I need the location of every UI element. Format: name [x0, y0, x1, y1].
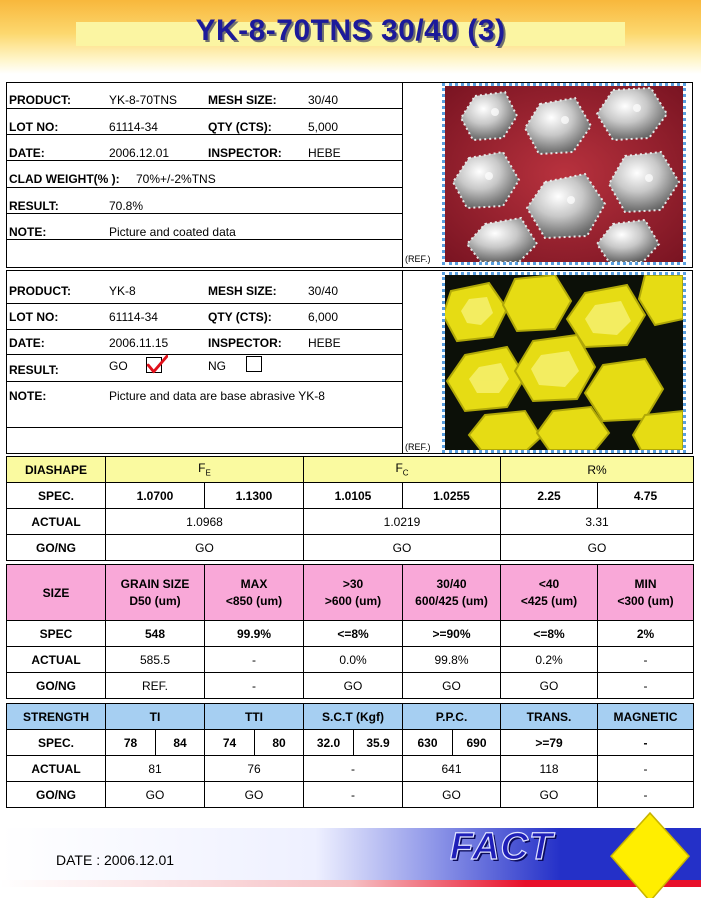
row-label: ACTUAL [7, 509, 106, 535]
actual-cell: 3.31 [501, 509, 694, 535]
gong-cell: GO [205, 782, 304, 808]
gong-cell: GO [304, 535, 501, 561]
diashape-header-row [7, 457, 694, 483]
row-label: GO/NG [7, 673, 106, 699]
fc-header-sub: C [402, 468, 409, 478]
size-col-header [106, 565, 205, 621]
base-grains-image [445, 275, 683, 450]
col-line: 600/425 (um) [415, 593, 488, 608]
base-date-value: 2006.11.15 [109, 336, 169, 350]
actual-cell: - [598, 647, 694, 673]
actual-cell: 118 [501, 756, 598, 782]
gong-cell: GO [304, 673, 403, 699]
gong-cell: GO [501, 782, 598, 808]
base-date-label: DATE: [9, 336, 45, 350]
coated-info-fields [6, 82, 403, 268]
coated-date-value: 2006.12.01 [109, 146, 170, 160]
base-row-result [6, 355, 403, 382]
size-table [6, 564, 694, 699]
actual-cell: 0.2% [501, 647, 598, 673]
coated-clad-label: CLAD WEIGHT(% ): [9, 172, 120, 186]
col-line: MAX [240, 576, 268, 591]
size-gong-row [7, 673, 694, 699]
actual-cell: 1.0219 [304, 509, 501, 535]
strength-header-row [7, 704, 694, 730]
r-header: R% [501, 457, 694, 483]
strength-header: STRENGTH [7, 704, 106, 730]
col-line: >30 [342, 576, 364, 591]
coated-qty-label: QTY (CTS): [208, 120, 272, 134]
base-go-option-label: GO [109, 359, 128, 373]
spec-cell: <=8% [304, 621, 403, 647]
col-line: >600 (um) [324, 593, 382, 608]
actual-cell: 1.0968 [106, 509, 304, 535]
coated-qty-value: 5,000 [308, 120, 339, 134]
fe-header-main: F [198, 461, 206, 476]
col-line: D50 (um) [129, 593, 181, 608]
page-title: YK-8-70TNS 30/40 (3) [195, 14, 506, 47]
coated-product-label: PRODUCT: [9, 93, 71, 107]
actual-cell: 99.8% [403, 647, 501, 673]
coated-diamond-photo [442, 83, 686, 265]
gong-cell: REF. [106, 673, 205, 699]
size-spec-row [7, 621, 694, 647]
size-col-header [304, 565, 403, 621]
coated-lot-value: 61114-34 [109, 120, 158, 134]
spec-cell: 32.0 [304, 730, 354, 756]
base-row-date [6, 330, 403, 355]
row-label: SPEC. [7, 483, 106, 509]
col-line: <425 (um) [520, 593, 578, 608]
size-header-row [7, 565, 694, 621]
spec-cell: 548 [106, 621, 205, 647]
fc-header-main: F [395, 461, 403, 476]
gong-cell: GO [501, 673, 598, 699]
spec-cell: 1.0700 [106, 483, 205, 509]
actual-cell: - [598, 756, 694, 782]
spec-cell: 4.75 [598, 483, 694, 509]
size-col-header [205, 565, 304, 621]
coated-note-label: NOTE: [9, 225, 47, 239]
base-qty-label: QTY (CTS): [208, 310, 272, 324]
checkmark-icon [146, 354, 168, 374]
coated-row-lot [6, 109, 403, 135]
coated-grains-image [445, 86, 683, 262]
strength-col-header: TI [106, 704, 205, 730]
row-label: SPEC. [7, 730, 106, 756]
col-line: <300 (um) [617, 593, 674, 608]
col-line: 30/40 [436, 576, 467, 591]
base-lot-label: LOT NO: [9, 310, 59, 324]
spec-cell: 1.0105 [304, 483, 403, 509]
strength-col-header: TRANS. [501, 704, 598, 730]
base-lot-value: 61114-34 [109, 310, 158, 324]
coated-inspector-value: HEBE [308, 146, 341, 160]
coated-ref-caption: (REF.) [405, 254, 431, 264]
base-ng-option-label: NG [208, 359, 226, 373]
spec-cell: >=79 [501, 730, 598, 756]
gong-cell: - [598, 673, 694, 699]
coated-mesh-value: 30/40 [308, 93, 339, 107]
diashape-spec-row [7, 483, 694, 509]
col-line: MIN [634, 576, 657, 591]
gong-cell: - [598, 782, 694, 808]
spec-cell: 80 [255, 730, 304, 756]
strength-col-header: MAGNETIC [598, 704, 694, 730]
row-label: SPEC [7, 621, 106, 647]
spec-cell: 1.1300 [205, 483, 304, 509]
diamond-logo-icon [609, 806, 691, 898]
row-label: ACTUAL [7, 647, 106, 673]
coated-inspector-label: INSPECTOR: [208, 146, 282, 160]
coated-result-label: RESULT: [9, 199, 59, 213]
ng-checkbox[interactable] [246, 356, 262, 372]
base-mesh-label: MESH SIZE: [208, 284, 277, 298]
fe-header-sub: E [205, 468, 211, 478]
fe-header [106, 457, 304, 483]
row-label: ACTUAL [7, 756, 106, 782]
strength-col-header: TTI [205, 704, 304, 730]
gong-cell: GO [106, 535, 304, 561]
gong-cell: GO [403, 673, 501, 699]
strength-col-header: P.P.C. [403, 704, 501, 730]
base-qty-value: 6,000 [308, 310, 339, 324]
base-diamond-photo [442, 272, 686, 453]
actual-cell: - [304, 756, 403, 782]
coated-lot-label: LOT NO: [9, 120, 59, 134]
coated-clad-value: 70%+/-2%TNS [136, 172, 216, 186]
spec-cell: 2.25 [501, 483, 598, 509]
spec-cell: - [598, 730, 694, 756]
gong-cell: GO [403, 782, 501, 808]
spec-cell: 1.0255 [403, 483, 501, 509]
base-result-label: RESULT: [9, 363, 59, 377]
coated-note-value: Picture and coated data [109, 225, 236, 239]
strength-col-header: S.C.T (Kgf) [304, 704, 403, 730]
diashape-table [6, 456, 694, 561]
coated-date-label: DATE: [9, 146, 45, 160]
spec-cell: 630 [403, 730, 453, 756]
spec-cell: 78 [106, 730, 156, 756]
diashape-actual-row [7, 509, 694, 535]
base-product-value: YK-8 [109, 284, 136, 298]
base-row-lot [6, 304, 403, 330]
gong-cell: - [304, 782, 403, 808]
fc-header [304, 457, 501, 483]
size-col-header [403, 565, 501, 621]
base-inspector-label: INSPECTOR: [208, 336, 282, 350]
actual-cell: 585.5 [106, 647, 205, 673]
spec-cell: <=8% [501, 621, 598, 647]
size-col-header [501, 565, 598, 621]
coated-row-date [6, 135, 403, 161]
col-line: <40 [538, 576, 560, 591]
row-label: GO/NG [7, 782, 106, 808]
spec-cell: 74 [205, 730, 255, 756]
gong-cell: GO [106, 782, 205, 808]
base-inspector-value: HEBE [308, 336, 341, 350]
diashape-gong-row [7, 535, 694, 561]
actual-cell: 0.0% [304, 647, 403, 673]
strength-actual-row [7, 756, 694, 782]
row-label: GO/NG [7, 535, 106, 561]
diashape-header: DIASHAPE [7, 457, 106, 483]
coated-row-result [6, 188, 403, 214]
fact-logo: FACT [450, 826, 554, 868]
actual-cell: 76 [205, 756, 304, 782]
coated-mesh-label: MESH SIZE: [208, 93, 277, 107]
coated-result-value: 70.8% [109, 199, 144, 213]
spec-cell: 35.9 [354, 730, 403, 756]
spec-cell: 84 [156, 730, 205, 756]
spec-cell: >=90% [403, 621, 501, 647]
strength-gong-row [7, 782, 694, 808]
base-info-fields [6, 270, 403, 454]
actual-cell: 641 [403, 756, 501, 782]
gong-cell: GO [501, 535, 694, 561]
size-header: SIZE [7, 565, 106, 621]
base-note-value: Picture and data are base abrasive YK-8 [109, 389, 325, 403]
strength-table [6, 703, 694, 808]
col-line: GRAIN SIZE [120, 576, 190, 591]
gong-cell: - [205, 673, 304, 699]
strength-spec-row [7, 730, 694, 756]
spec-cell: 99.9% [205, 621, 304, 647]
base-ref-caption: (REF.) [405, 442, 431, 452]
coated-product-value: YK-8-70TNS [109, 93, 178, 107]
base-note-label: NOTE: [9, 389, 47, 403]
base-mesh-value: 30/40 [308, 284, 339, 298]
actual-cell: 81 [106, 756, 205, 782]
actual-cell: - [205, 647, 304, 673]
spec-cell: 2% [598, 621, 694, 647]
col-line: <850 (um) [225, 593, 283, 608]
footer-date: DATE : 2006.12.01 [56, 852, 175, 868]
spec-cell: 690 [453, 730, 501, 756]
size-col-header [598, 565, 694, 621]
size-actual-row [7, 647, 694, 673]
base-product-label: PRODUCT: [9, 284, 71, 298]
